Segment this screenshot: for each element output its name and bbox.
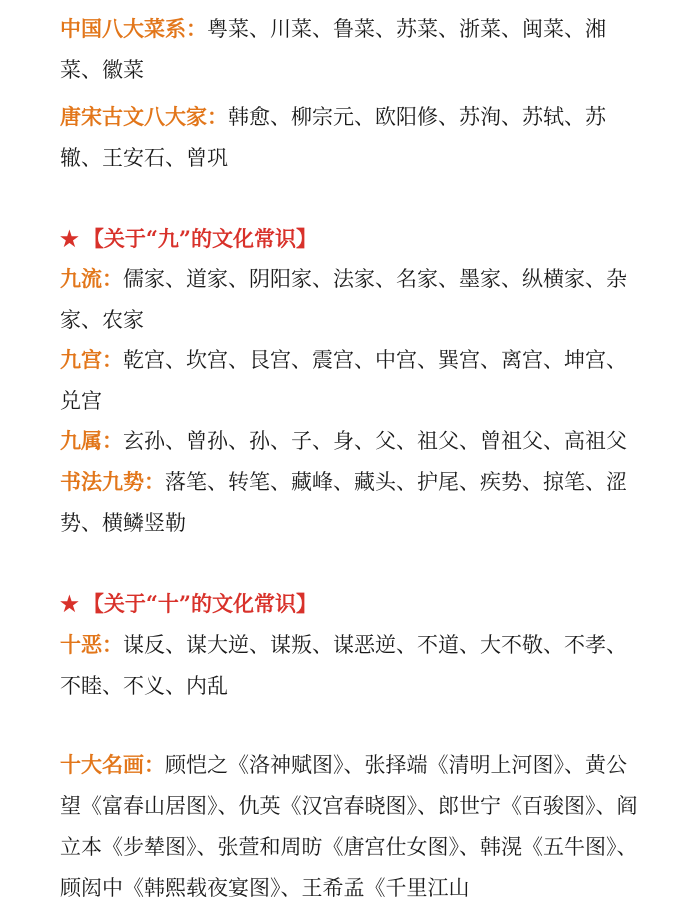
entry-text: 玄孙、曾孙、孙、子、身、父、祖父、曾祖父、高祖父 [123, 429, 627, 453]
bottom-fade-overlay [510, 866, 650, 906]
section-heading-nine [60, 218, 317, 259]
heading-text: 【关于“十”的文化常识】 [82, 591, 317, 616]
entry-text: 落笔、转笔、藏峰、藏头、护尾、疾势、掠笔、涩势、横鳞竖勒 [60, 470, 627, 535]
entry-jiugong [60, 339, 640, 422]
entry-label: 中国八大菜系： [60, 16, 207, 41]
entry-jiuliu [60, 258, 640, 341]
entry-label: 九属： [60, 428, 123, 453]
heading-text: 【关于“九”的文化常识】 [82, 226, 317, 251]
entry-label: 唐宋古文八大家： [60, 104, 228, 129]
star-icon: ★ [60, 591, 79, 616]
section-heading-ten [60, 583, 317, 624]
entry-jiushu [60, 420, 640, 462]
entry-label: 九流： [60, 266, 123, 291]
entry-text: 顾恺之《洛神赋图》、张择端《清明上河图》、黄公望《富春山居图》、仇英《汉宫春晓图》、郎世宁《百骏图》、阎立本《步辇图》、张萱和周昉《唐宫仕女图》、韩滉《五牛图》、顾闳中《韩熙载夜宴图》、王希孟《千里江山 [60, 753, 638, 900]
star-icon: ★ [60, 226, 79, 251]
entry-label: 十恶： [60, 632, 123, 657]
entry-prose-masters [60, 96, 640, 179]
entry-label: 书法九势： [60, 469, 165, 494]
entry-label: 十大名画： [60, 752, 165, 777]
entry-ten-evils [60, 624, 640, 707]
entry-text: 乾宫、坎宫、艮宫、震宫、中宫、巽宫、离宫、坤宫、兑宫 [60, 348, 627, 413]
entry-cuisines [60, 8, 640, 91]
entry-text: 韩愈、柳宗元、欧阳修、苏洵、苏轼、苏辙、王安石、曾巩 [60, 105, 606, 170]
entry-calligraphy [60, 461, 640, 544]
entry-text: 谋反、谋大逆、谋叛、谋恶逆、不道、大不敬、不孝、不睦、不义、内乱 [60, 633, 627, 698]
entry-text: 粤菜、川菜、鲁菜、苏菜、浙菜、闽菜、湘菜、徽菜 [60, 17, 606, 82]
entry-label: 九宫： [60, 347, 123, 372]
entry-text: 儒家、道家、阴阳家、法家、名家、墨家、纵横家、杂家、农家 [60, 267, 627, 332]
